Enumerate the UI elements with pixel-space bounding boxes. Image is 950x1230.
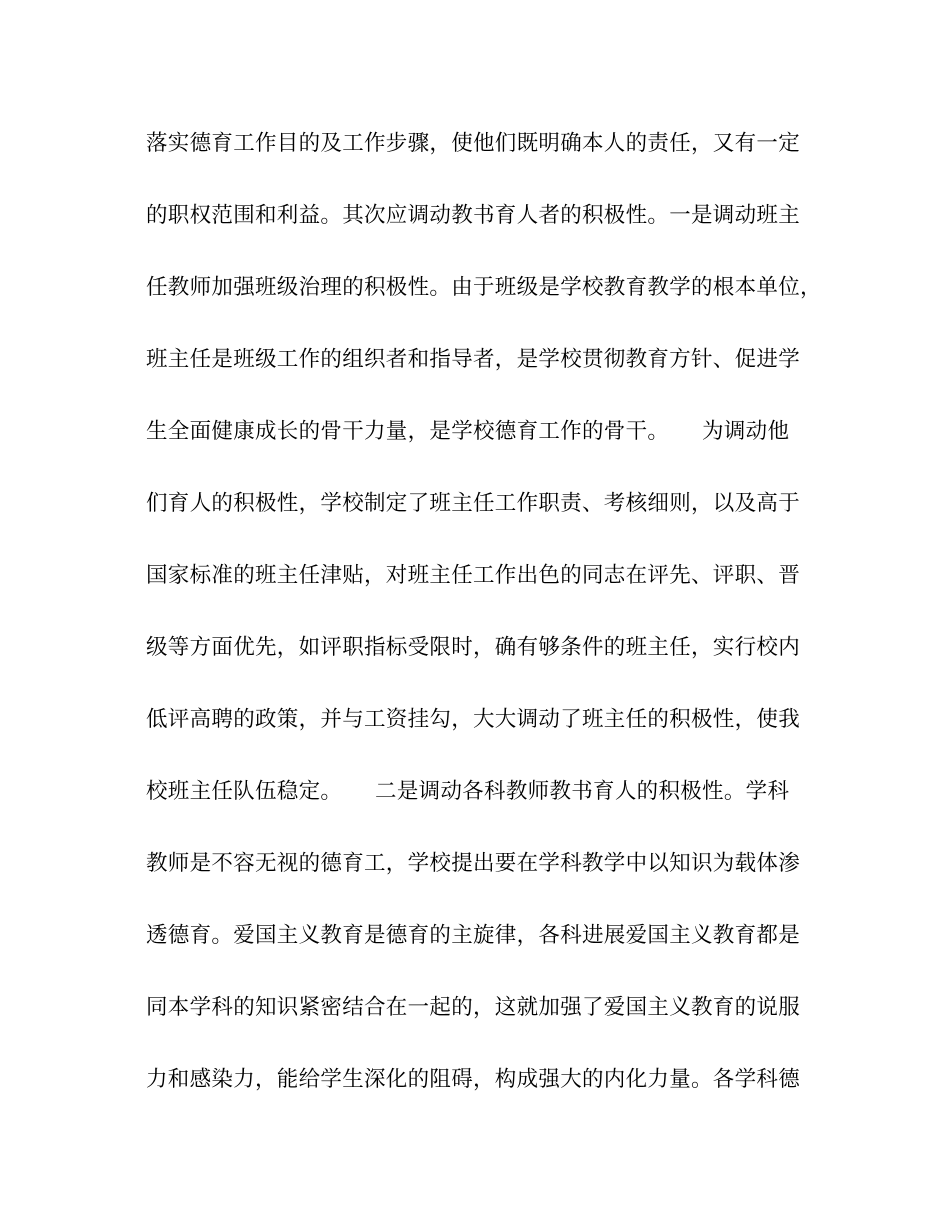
text-line: 透德育。爱国主义教育是德育的主旋律，各科进展爱国主义教育都是 — [146, 923, 801, 948]
text-line: 们育人的积极性，学校制定了班主任工作职责、考核细则，以及高于 — [146, 491, 801, 516]
text-line: 校班主任队伍稳定。 二是调动各科教师教书育人的积极性。学科 — [146, 779, 790, 804]
text-line: 同本学科的知识紧密结合在一起的，这就加强了爱国主义教育的说服 — [146, 995, 801, 1020]
text-line: 低评高聘的政策，并与工资挂勾，大大调动了班主任的积极性，使我 — [146, 707, 801, 732]
body-text — [146, 120, 822, 1128]
text-line: 教师是不容无视的德育工，学校提出要在学科教学中以知识为载体渗 — [146, 851, 801, 876]
text-line: 任教师加强班级治理的积极性。由于班级是学校教育教学的根本单位， — [146, 275, 822, 300]
text-line: 班主任是班级工作的组织者和指导者，是学校贯彻教育方针、促进学 — [146, 347, 801, 372]
text-line: 国家标准的班主任津贴，对班主任工作出色的同志在评先、评职、晋 — [146, 563, 801, 588]
text-line: 的职权范围和利益。其次应调动教书育人者的积极性。一是调动班主 — [146, 203, 801, 228]
text-line: 生全面健康成长的骨干力量，是学校德育工作的骨干。 为调动他 — [146, 419, 790, 444]
text-line: 力和感染力，能给学生深化的阻碍，构成强大的内化力量。各学科德 — [146, 1067, 801, 1092]
text-line: 级等方面优先，如评职指标受限时，确有够条件的班主任，实行校内 — [146, 635, 801, 660]
text-line: 落实德育工作目的及工作步骤，使他们既明确本人的责任，又有一定 — [146, 131, 801, 156]
